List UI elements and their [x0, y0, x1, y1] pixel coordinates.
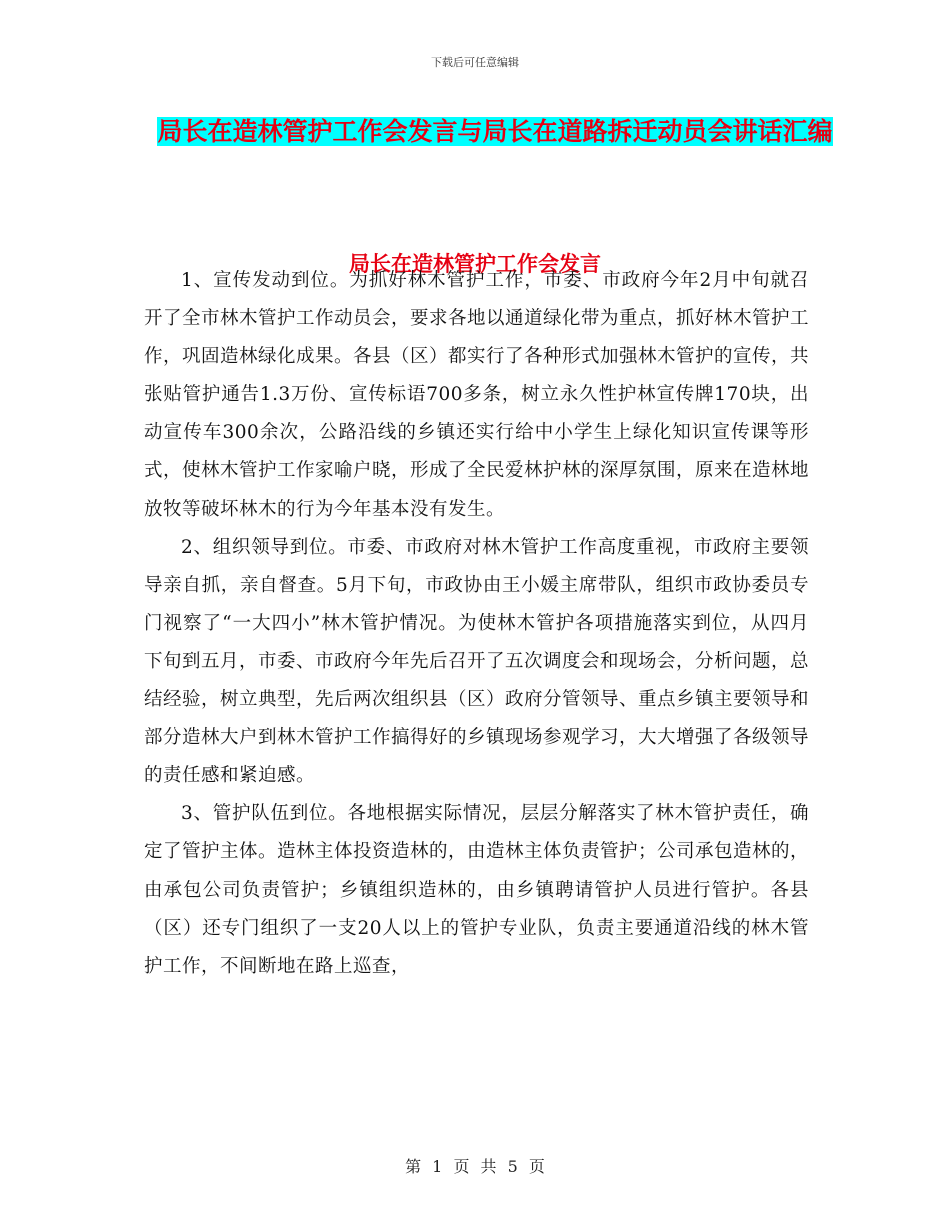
- paragraph-2: 2、组织领导到位。市委、市政府对林木管护工作高度重视，市政府主要领导亲自抓，亲自督查。5月下旬，市政协由王小媛主席带队，组织市政协委员专门视察了“一大四小”林木管护情况。为使林木管护各项措施落实到位，从四月下旬到五月，市委、市政府今年先后召开了五次调度会和现场会，分析问题，总结经验，树立典型，先后两次组织县（区）政府分管领导、重点乡镇主要领导和部分造林大户到林木管护工作搞得好的乡镇现场参观学习，大大增强了各级领导的责任感和紧迫感。: [144, 536, 810, 787]
- paragraph-3: 3、管护队伍到位。各地根据实际情况，层层分解落实了林木管护责任，确定了管护主体。造林主体投资造林的，由造林主体负责管护；公司承包造林的，由承包公司负责管护；乡镇组织造林的，由乡镇聘请管护人员进行管护。各县（区）还专门组织了一支20人以上的管护专业队，负责主要通道沿线的林木管护工作，不间断地在路上巡查，: [144, 803, 810, 977]
- document-body: [144, 262, 809, 986]
- document-title: [150, 108, 840, 156]
- document-title-text: 局长在造林管护工作会发言与局长在道路拆迁动员会讲话汇编: [157, 117, 833, 146]
- section-title: 局长在造林管护工作会发言: [349, 251, 601, 276]
- paragraph-1: 1、宣传发动到位。为抓好林木管护工作，市委、市政府今年2月中旬就召开了全市林木管护工作动员会，要求各地以通道绿化带为重点，抓好林木管护工作，巩固造林绿化成果。各县（区）都实行了各种形式加强林木管护的宣传，共张贴管护通告1.3万份、宣传标语700多条，树立永久性护林宣传牌170块，出动宣传车300余次，公路沿线的乡镇还实行给中小学生上绿化知识宣传课等形式，使林木管护工作家喻户晓，形成了全民爱林护林的深厚氛围，原来在造林地放牧等破坏林木的行为今年基本没有发生。: [144, 270, 810, 520]
- header-note: 下载后可任意编辑: [431, 56, 519, 69]
- page-number-footer: 第 1 页 共 5 页: [405, 1157, 545, 1176]
